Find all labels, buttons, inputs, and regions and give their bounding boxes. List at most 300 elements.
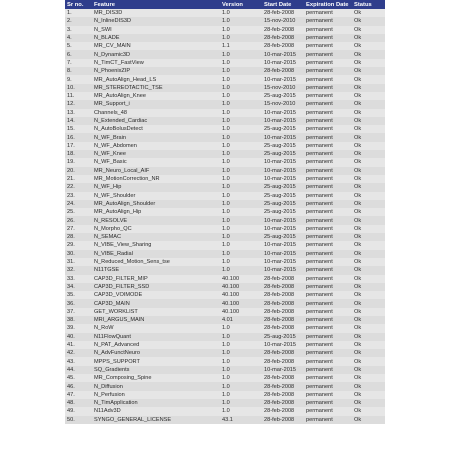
table-row [65,391,385,399]
cell-status: Ok [354,51,362,58]
cell-version: 1.0 [222,350,230,357]
cell-status: Ok [354,300,362,307]
table-row [65,92,385,100]
cell-start-date: 10-mar-2015 [264,366,297,373]
cell-status: Ok [354,292,362,299]
table-row [65,374,385,382]
cell-sr-no: 27. [67,225,75,232]
cell-status: Ok [354,43,362,50]
cell-sr-no: 34. [67,283,75,290]
table-row [65,416,385,424]
header-expiration-date: Expiration Date [304,0,352,9]
cell-version: 4.01 [222,317,233,324]
cell-sr-no: 17. [67,142,75,149]
cell-start-date: 10-mar-2015 [264,167,297,174]
table-row [65,357,385,365]
cell-status: Ok [354,101,362,108]
cell-sr-no: 5. [67,43,72,50]
cell-status: Ok [354,84,362,91]
cell-start-date: 28-feb-2008 [264,275,295,282]
header-feature: Feature [92,0,220,9]
cell-expiration-date: permanent [306,259,333,266]
cell-expiration-date: permanent [306,101,333,108]
cell-status: Ok [354,250,362,257]
table-row [65,167,385,175]
cell-sr-no: 35. [67,292,75,299]
cell-status: Ok [354,408,362,415]
table-row [65,291,385,299]
cell-feature: N_PAT_Advanced [94,342,140,349]
table-row [65,200,385,208]
header-status: Status [352,0,385,9]
table-row [65,50,385,58]
cell-sr-no: 10. [67,84,75,91]
cell-feature: N_BLADE [94,35,120,42]
cell-start-date: 15-nov-2010 [264,18,296,25]
cell-expiration-date: permanent [306,217,333,224]
cell-feature: N_WF_Hip [94,184,122,191]
cell-version: 1.1 [222,43,230,50]
header-version: Version [220,0,262,9]
cell-version: 1.0 [222,10,230,17]
table-row [65,382,385,390]
cell-sr-no: 36. [67,300,75,307]
cell-status: Ok [354,267,362,274]
table-row [65,133,385,141]
cell-sr-no: 49. [67,408,75,415]
cell-expiration-date: permanent [306,84,333,91]
cell-status: Ok [354,93,362,100]
cell-status: Ok [354,176,362,183]
cell-start-date: 28-feb-2008 [264,10,295,17]
cell-feature: N_Extended_Cardiac [94,118,148,124]
cell-version: 1.0 [222,225,230,232]
cell-expiration-date: permanent [306,283,333,290]
cell-expiration-date: permanent [306,68,333,75]
cell-expiration-date: permanent [306,10,333,17]
cell-version: 1.0 [222,342,230,349]
cell-expiration-date: permanent [306,242,333,249]
cell-sr-no: 48. [67,400,75,407]
table-row [65,17,385,25]
cell-status: Ok [354,142,362,149]
cell-feature: CAP3D_FILTER_SSD [94,283,150,290]
cell-status: Ok [354,134,362,141]
table-header [65,0,385,9]
cell-feature: N_Diffusion [94,383,123,390]
cell-start-date: 28-feb-2008 [264,317,295,324]
cell-feature: CAP3D_FILTER_MIP [94,275,148,282]
cell-start-date: 10-mar-2015 [264,118,297,124]
cell-status: Ok [354,234,362,241]
cell-start-date: 10-mar-2015 [264,259,297,266]
table-row [65,407,385,415]
cell-expiration-date: permanent [306,109,333,116]
table-row [65,225,385,233]
cell-expiration-date: permanent [306,142,333,149]
cell-status: Ok [354,26,362,33]
cell-expiration-date: permanent [306,93,333,100]
cell-feature: CAP3D_MAIN [94,300,130,307]
table-row [65,349,385,357]
cell-sr-no: 41. [67,342,75,349]
table-row [65,366,385,374]
cell-feature: N_Reduced_Motion_Sens_tse [94,259,170,266]
cell-version: 1.0 [222,109,230,116]
cell-expiration-date: permanent [306,225,333,232]
cell-start-date: 25-aug-2015 [264,93,296,100]
cell-version: 1.0 [222,59,230,66]
cell-feature: N_AutoBolusDetect [94,126,143,133]
cell-feature: N_WF_Knee [94,151,127,158]
cell-start-date: 28-feb-2008 [264,292,295,299]
cell-version: 1.0 [222,26,230,33]
cell-status: Ok [354,391,362,398]
cell-expiration-date: permanent [306,358,333,365]
cell-status: Ok [354,283,362,290]
table-row [65,117,385,125]
cell-status: Ok [354,192,362,199]
cell-start-date: 10-mar-2015 [264,109,297,116]
cell-expiration-date: permanent [306,126,333,133]
cell-sr-no: 12. [67,101,75,108]
cell-feature: N_TimApplication [94,400,138,407]
table-row [65,341,385,349]
cell-version: 1.0 [222,68,230,75]
cell-sr-no: 37. [67,308,75,315]
table-row [65,183,385,191]
table-row [65,125,385,133]
cell-sr-no: 26. [67,217,75,224]
cell-version: 1.0 [222,400,230,407]
cell-start-date: 28-feb-2008 [264,43,295,50]
cell-sr-no: 4. [67,35,72,42]
cell-status: Ok [354,350,362,357]
cell-feature: N11TGSE [94,267,120,274]
cell-start-date: 15-nov-2010 [264,84,296,91]
cell-version: 1.0 [222,142,230,149]
cell-sr-no: 3. [67,26,72,33]
cell-expiration-date: permanent [306,192,333,199]
cell-start-date: 10-mar-2015 [264,176,297,183]
cell-expiration-date: permanent [306,26,333,33]
table-row [65,241,385,249]
cell-sr-no: 9. [67,76,72,83]
table-row [65,9,385,17]
cell-version: 1.0 [222,333,230,340]
cell-feature: N11Adv3D [94,408,121,415]
cell-sr-no: 42. [67,350,75,357]
cell-start-date: 10-mar-2015 [264,250,297,257]
cell-feature: MR_STEREOTACTIC_TSE [94,84,163,91]
cell-expiration-date: permanent [306,325,333,332]
cell-status: Ok [354,317,362,324]
cell-feature: MR_DIS3D [94,10,123,17]
cell-feature: SYNGO_GENERAL_LICENSE [94,416,172,423]
cell-version: 1.0 [222,383,230,390]
cell-feature: Channels_48 [94,109,127,116]
cell-feature: MR_AutoAlign_Head_LS [94,76,157,83]
cell-version: 1.0 [222,408,230,415]
cell-status: Ok [354,400,362,407]
cell-status: Ok [354,358,362,365]
cell-expiration-date: permanent [306,134,333,141]
table-row [65,266,385,274]
cell-version: 1.0 [222,325,230,332]
cell-feature: MR_Neuro_Local_AIF [94,167,150,174]
cell-start-date: 28-feb-2008 [264,408,295,415]
cell-start-date: 25-aug-2015 [264,192,296,199]
cell-sr-no: 25. [67,209,75,216]
cell-feature: N_Dynamic3D [94,51,131,58]
cell-version: 1.0 [222,176,230,183]
cell-expiration-date: permanent [306,167,333,174]
cell-feature: MPPS_SUPPORT [94,358,140,365]
cell-feature: CAP3D_VOIMODE [94,292,143,299]
cell-start-date: 28-feb-2008 [264,325,295,332]
cell-expiration-date: permanent [306,76,333,83]
cell-sr-no: 43. [67,358,75,365]
cell-sr-no: 33. [67,275,75,282]
cell-expiration-date: permanent [306,391,333,398]
cell-sr-no: 31. [67,259,75,266]
cell-start-date: 25-aug-2015 [264,184,296,191]
cell-sr-no: 11. [67,93,75,100]
cell-status: Ok [354,167,362,174]
cell-expiration-date: permanent [306,416,333,423]
cell-expiration-date: permanent [306,250,333,257]
cell-status: Ok [354,275,362,282]
table-row [65,100,385,108]
table-row [65,175,385,183]
cell-feature: N_InlineDIS3D [94,18,131,25]
cell-expiration-date: permanent [306,35,333,42]
cell-expiration-date: permanent [306,350,333,357]
cell-expiration-date: permanent [306,118,333,124]
cell-feature: N_VIBE_View_Sharing [94,242,152,249]
cell-status: Ok [354,333,362,340]
cell-start-date: 10-mar-2015 [264,159,297,166]
cell-sr-no: 13. [67,109,75,116]
table-row [65,275,385,283]
cell-status: Ok [354,325,362,332]
cell-version: 1.0 [222,234,230,241]
table-row [65,150,385,158]
cell-feature: N_RESOLVE [94,217,128,224]
cell-version: 1.0 [222,391,230,398]
table-row [65,192,385,200]
table-row [65,399,385,407]
table-row [65,316,385,324]
cell-status: Ok [354,159,362,166]
license-table [65,0,385,424]
cell-version: 1.0 [222,18,230,25]
cell-status: Ok [354,10,362,17]
cell-status: Ok [354,416,362,423]
cell-version: 1.0 [222,242,230,249]
cell-status: Ok [354,259,362,266]
table-row [65,283,385,291]
cell-feature: N11FlowQuant [94,333,131,340]
cell-feature: N_AdvFunctNeuro [94,350,141,357]
cell-expiration-date: permanent [306,308,333,315]
cell-sr-no: 22. [67,184,75,191]
table-row [65,333,385,341]
cell-sr-no: 46. [67,383,75,390]
cell-feature: GET_WORKLIST [94,308,138,315]
cell-status: Ok [354,151,362,158]
cell-expiration-date: permanent [306,408,333,415]
cell-version: 1.0 [222,159,230,166]
cell-expiration-date: permanent [306,300,333,307]
header-start-date: Start Date [262,0,304,9]
cell-start-date: 25-aug-2015 [264,126,296,133]
cell-status: Ok [354,342,362,349]
cell-status: Ok [354,242,362,249]
table-row [65,42,385,50]
cell-expiration-date: permanent [306,234,333,241]
cell-sr-no: 30. [67,250,75,257]
table-row [65,208,385,216]
cell-status: Ok [354,118,362,124]
cell-version: 1.0 [222,167,230,174]
cell-expiration-date: permanent [306,43,333,50]
cell-expiration-date: permanent [306,176,333,183]
cell-feature: MR_CV_MAIN [94,43,131,50]
cell-status: Ok [354,76,362,83]
cell-feature: N_Perfusion [94,391,125,398]
cell-expiration-date: permanent [306,383,333,390]
cell-version: 1.0 [222,192,230,199]
cell-expiration-date: permanent [306,59,333,66]
table-row [65,250,385,258]
table-row [65,142,385,150]
cell-version: 40.100 [222,300,240,307]
cell-version: 1.0 [222,76,230,83]
cell-expiration-date: permanent [306,209,333,216]
cell-start-date: 25-aug-2015 [264,209,296,216]
cell-status: Ok [354,200,362,207]
cell-status: Ok [354,383,362,390]
cell-expiration-date: permanent [306,292,333,299]
cell-start-date: 10-mar-2015 [264,242,297,249]
cell-feature: N_RoW [94,325,114,332]
header-sr-no: Sr no. [65,0,92,9]
cell-status: Ok [354,366,362,373]
cell-version: 1.0 [222,267,230,274]
cell-version: 40.100 [222,292,240,299]
cell-feature: N_TimCT_FastView [94,59,144,66]
cell-expiration-date: permanent [306,375,333,382]
cell-expiration-date: permanent [306,18,333,25]
cell-start-date: 28-feb-2008 [264,308,295,315]
header-row [65,0,385,9]
cell-version: 1.0 [222,209,230,216]
cell-start-date: 28-feb-2008 [264,391,295,398]
cell-version: 40.100 [222,308,240,315]
table-row [65,59,385,67]
cell-feature: N_Morpho_QC [94,225,132,232]
cell-sr-no: 24. [67,200,75,207]
cell-start-date: 28-feb-2008 [264,26,295,33]
cell-start-date: 28-feb-2008 [264,350,295,357]
cell-version: 1.0 [222,101,230,108]
cell-start-date: 10-mar-2015 [264,342,297,349]
cell-feature: N_WF_Abdomen [94,142,137,149]
cell-sr-no: 38. [67,317,75,324]
cell-feature: N_SEMAC [94,234,122,241]
cell-start-date: 25-aug-2015 [264,142,296,149]
table-row [65,26,385,34]
cell-version: 1.0 [222,184,230,191]
cell-start-date: 28-feb-2008 [264,35,295,42]
cell-version: 1.0 [222,200,230,207]
table-row [65,158,385,166]
cell-sr-no: 2. [67,18,72,25]
cell-feature: MR_AutoAlign_Hip [94,209,142,216]
table-row [65,216,385,224]
cell-feature: MR_MotionCorrection_NR [94,176,160,183]
cell-feature: MR_AutoAlign_Knee [94,93,146,100]
table-row [65,324,385,332]
cell-version: 1.0 [222,126,230,133]
cell-sr-no: 23. [67,192,75,199]
cell-sr-no: 20. [67,167,75,174]
cell-sr-no: 44. [67,366,75,373]
cell-version: 40.100 [222,275,240,282]
cell-sr-no: 32. [67,267,75,274]
cell-start-date: 10-mar-2015 [264,51,297,58]
cell-sr-no: 18. [67,151,75,158]
cell-sr-no: 50. [67,416,75,423]
cell-sr-no: 29. [67,242,75,249]
table-row [65,258,385,266]
cell-status: Ok [354,68,362,75]
cell-status: Ok [354,184,362,191]
table-row [65,34,385,42]
table-row [65,308,385,316]
cell-sr-no: 19. [67,159,75,166]
cell-sr-no: 15. [67,126,75,133]
cell-feature: N_WF_Shoulder [94,192,136,199]
cell-feature: N_PhoenixZIP [94,68,131,75]
cell-expiration-date: permanent [306,317,333,324]
cell-expiration-date: permanent [306,159,333,166]
cell-sr-no: 45. [67,375,75,382]
cell-version: 1.0 [222,217,230,224]
cell-start-date: 25-aug-2015 [264,151,296,158]
cell-version: 1.0 [222,93,230,100]
cell-feature: SQ_Gradients [94,366,130,373]
cell-version: 1.0 [222,35,230,42]
cell-expiration-date: permanent [306,151,333,158]
cell-sr-no: 8. [67,68,72,75]
cell-sr-no: 39. [67,325,75,332]
cell-status: Ok [354,209,362,216]
cell-sr-no: 6. [67,51,72,58]
cell-start-date: 28-feb-2008 [264,283,295,290]
cell-expiration-date: permanent [306,200,333,207]
cell-version: 40.100 [222,283,240,290]
cell-feature: MR_AutoAlign_Shoulder [94,200,156,207]
cell-start-date: 28-feb-2008 [264,68,295,75]
cell-status: Ok [354,375,362,382]
cell-sr-no: 40. [67,333,75,340]
cell-version: 1.0 [222,375,230,382]
cell-start-date: 25-aug-2015 [264,333,296,340]
cell-feature: N_WF_Basic [94,159,127,166]
cell-expiration-date: permanent [306,184,333,191]
